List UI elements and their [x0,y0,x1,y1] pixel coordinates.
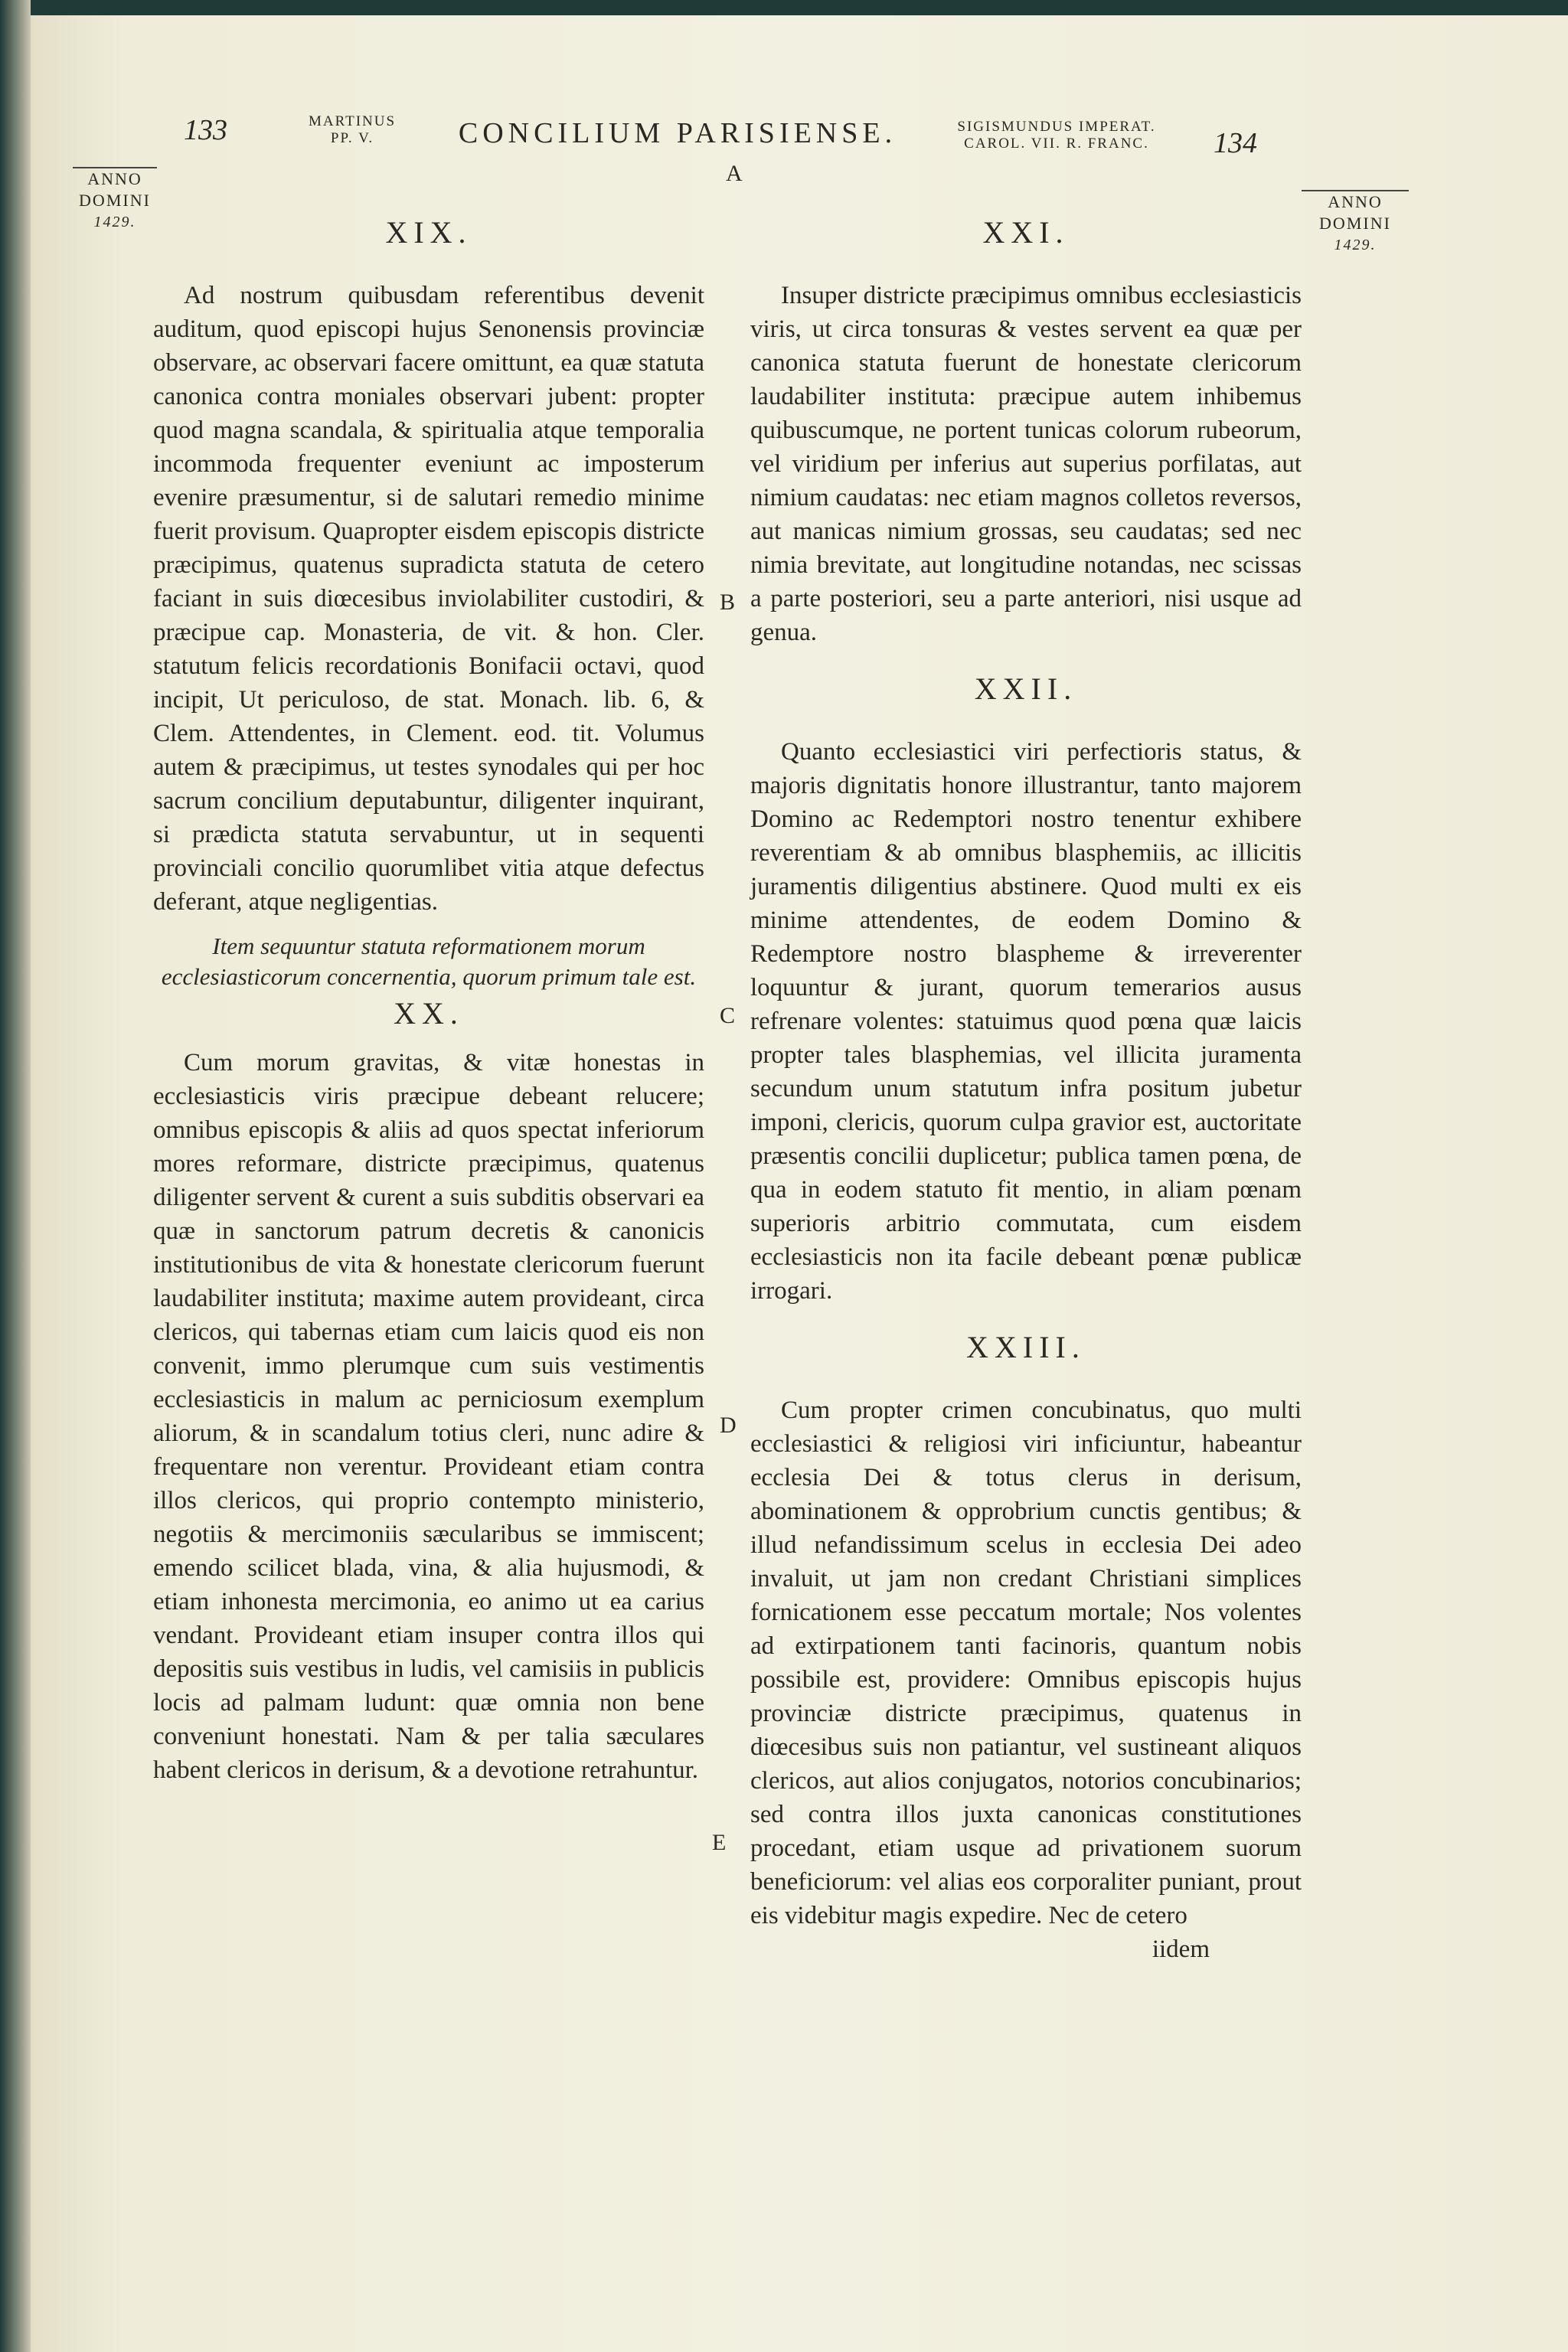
margin-right-domini: DOMINI [1319,214,1391,233]
chapter-xxiii-text: Cum propter crimen concubinatus, quo multi ecclesiastici & religiosi viri inficiuntur, habeantur ecclesia Dei & totus clerus in derisum, abominationem & opprobrium cunctis gentibus; & illud nefandissimum scelus in ecclesia Dei adeo invaluit, ut jam non credant Christiani simplices fornicationem esse peccatum mortale; Nos volentes ad extirpationem tanti facinoris, quantum nobis possibile est, providere: Omnibus episcopis hujus provinciæ districte præcipimus, quatenus in diœcesibus suis non patiantur, vel sustineant aliquos clericos, aut alios conjugatos, notorios concubinarios; sed contra illos juxta canonicas constitutiones procedant, etiam usque ad privationem suorum beneficiorum: vel alias eos corporaliter puniant, prout eis videbitur magis expedire. Nec de cetero [750,1396,1302,1929]
right-subheading-line2: CAROL. VII. R. FRANC. [964,136,1149,152]
chapter-heading-xxi: XXI. [982,215,1070,250]
margin-right-year: 1429. [1334,237,1377,253]
folio-number-left: 133 [184,114,227,146]
catchword: iidem [1152,1936,1210,1963]
right-subheading [938,119,1175,152]
right-column [750,216,1302,1966]
left-subheading-line2: PP. V. [330,130,374,146]
section-letter-c: C [720,1003,736,1028]
left-subheading-line1: MARTINUS [308,113,397,129]
right-subheading-line1: SIGISMUNDUS IMPERAT. [957,119,1156,135]
chapter-heading-xix: XIX. [385,215,472,250]
facing-page-edge [0,0,31,2352]
chapter-xxii-text: Quanto ecclesiastici viri perfectioris status, & majoris dignitatis honore illustrantur, tanto majorem Domino ac Redemptori nostro tenentur exhibere reverentiam & ab omnibus blasphemiis, ac illicitis juramentis diligentius abstinere. Quod multi ex eis minime attendentes, de eodem Domino & Redemptore nostro blaspheme & irreverenter loquuntur & jurant, quorum temerarios ausus refrenare volentes: statuimus quod pœna quæ laicis propter tales blasphemias, vel illicita juramenta secundum unum statutum infra positum jubetur imponi, clericis, quorum culpa gravior est, auctoritate præsentis concilii duplicetur; publica tamen pœna, de qua in eodem statuto fit mentio, in aliam pœnam superioris arbitrio commutata, cum eisdem ecclesiasticis non ita facile debeant pœnæ publicæ irrogari. [750,738,1302,1305]
margin-left-anno: ANNO [87,169,142,188]
chapter-xxi-text: Insuper districte præcipimus omnibus ecclesiasticis viris, ut circa tonsuras & vestes servent ea quæ per canonica statuta fuerunt de honestate clericorum laudabiliter instituta: præcipue autem inhibemus quibuscumque, ne portent tunicas colorum rubeorum, vel viridium per inferius aut superius porfilatas, aut nimium caudatas: nec etiam magnos colletos reversos, aut manicas nimium grossas, seu caudatas; sed nec nimia brevitate, aut longitudine notandas, nec scissas a parte posteriori, seu a parte anteriori, nisi usque ad genua. [750,282,1302,646]
left-column [153,216,704,1787]
book-page [31,15,1568,2352]
chapter-xix-text: Ad nostrum quibusdam referentibus devenit auditum, quod episcopi hujus Senonensis provinciæ observare, ac observari facere omittunt, ea quæ statuta canonica contra moniales observari jubent: propter quod magna scandala, & spiritualia atque temporalia incommoda frequenter eveniunt ac imposterum evenire præsumentur, si de salutari remedio minime fuerit provisum. Quapropter eisdem episcopis districte præcipimus, quatenus supradicta statuta de cetero faciant in suis diœcesibus inviolabiliter custodiri, & præcipue cap. Monasteria, de vit. & hon. Cler. statutum felicis recordationis Bonifacii octavi, quod incipit, Ut periculoso, de stat. Monach. lib. 6, & Clem. Attendentes, in Clement. eod. tit. Volumus autem & præcipimus, ut testes synodales qui per hoc sacrum concilium deputabuntur, diligenter inquirant, si prædicta statuta servabuntur, ut in sequenti provinciali concilio quorumlibet vitia atque defectus deferant, atque negligentias. [153,282,704,916]
margin-right-anno: ANNO [1328,192,1383,211]
section-letter-e: E [712,1830,727,1855]
chapter-heading-xxiii: XXIII. [966,1330,1086,1364]
chapter-heading-xxii: XXII. [974,671,1078,706]
margin-note-right [1302,190,1409,256]
section-letter-b: B [720,590,736,615]
section-letter-a: A [726,161,743,186]
chapter-xx-text: Cum morum gravitas, & vitæ honestas in ecclesiasticis viris præcipue debeant relucere; omnibus episcopis & aliis ad quos spectat inferiorum mores reformare, districte præcipimus, quatenus diligenter servent & curent a suis subditis observari ea quæ in sanctorum patrum decretis & canonicis institutionibus de vita & honestate clericorum fuerunt laudabiliter instituta; maxime autem provideant, circa clericos, qui tabernas etiam cum laicis quod eis non convenit, immo plerumque cum suis vestimentis ecclesiasticis in malum ac perniciosum exemplum aliorum, & in scandalum totius cleri, nunc adire & frequentare non verentur. Provideant etiam contra illos clericos, qui proprio contempto ministerio, negotiis & mercimoniis sæcularibus se immiscent; emendo scilicet blada, vina, & alia hujusmodi, & etiam inhonesta mercimonia, eo animo ut ea carius vendant. Provideant etiam insuper contra illos qui depositis suis vestibus in ludis, vel camisiis in publicis locis ad palmam ludunt: quæ omnia non bene conveniunt honestati. Nam & per talia sæculares habent clericos in derisum, & a devotione retrahuntur. [153,1049,704,1784]
margin-left-domini: DOMINI [79,191,151,210]
section-letter-d: D [720,1413,737,1438]
folio-number-right: 134 [1214,127,1257,159]
chapter-heading-xx: XX. [394,996,464,1031]
running-title: CONCILIUM PARISIENSE. [458,117,897,149]
margin-left-year: 1429. [93,214,136,230]
margin-note-left [73,167,157,233]
left-subheading [287,113,417,147]
rubric-statuta: Item sequuntur statuta reformationem morum ecclesiasticorum concernentia, quorum primum tale est. [161,933,697,990]
